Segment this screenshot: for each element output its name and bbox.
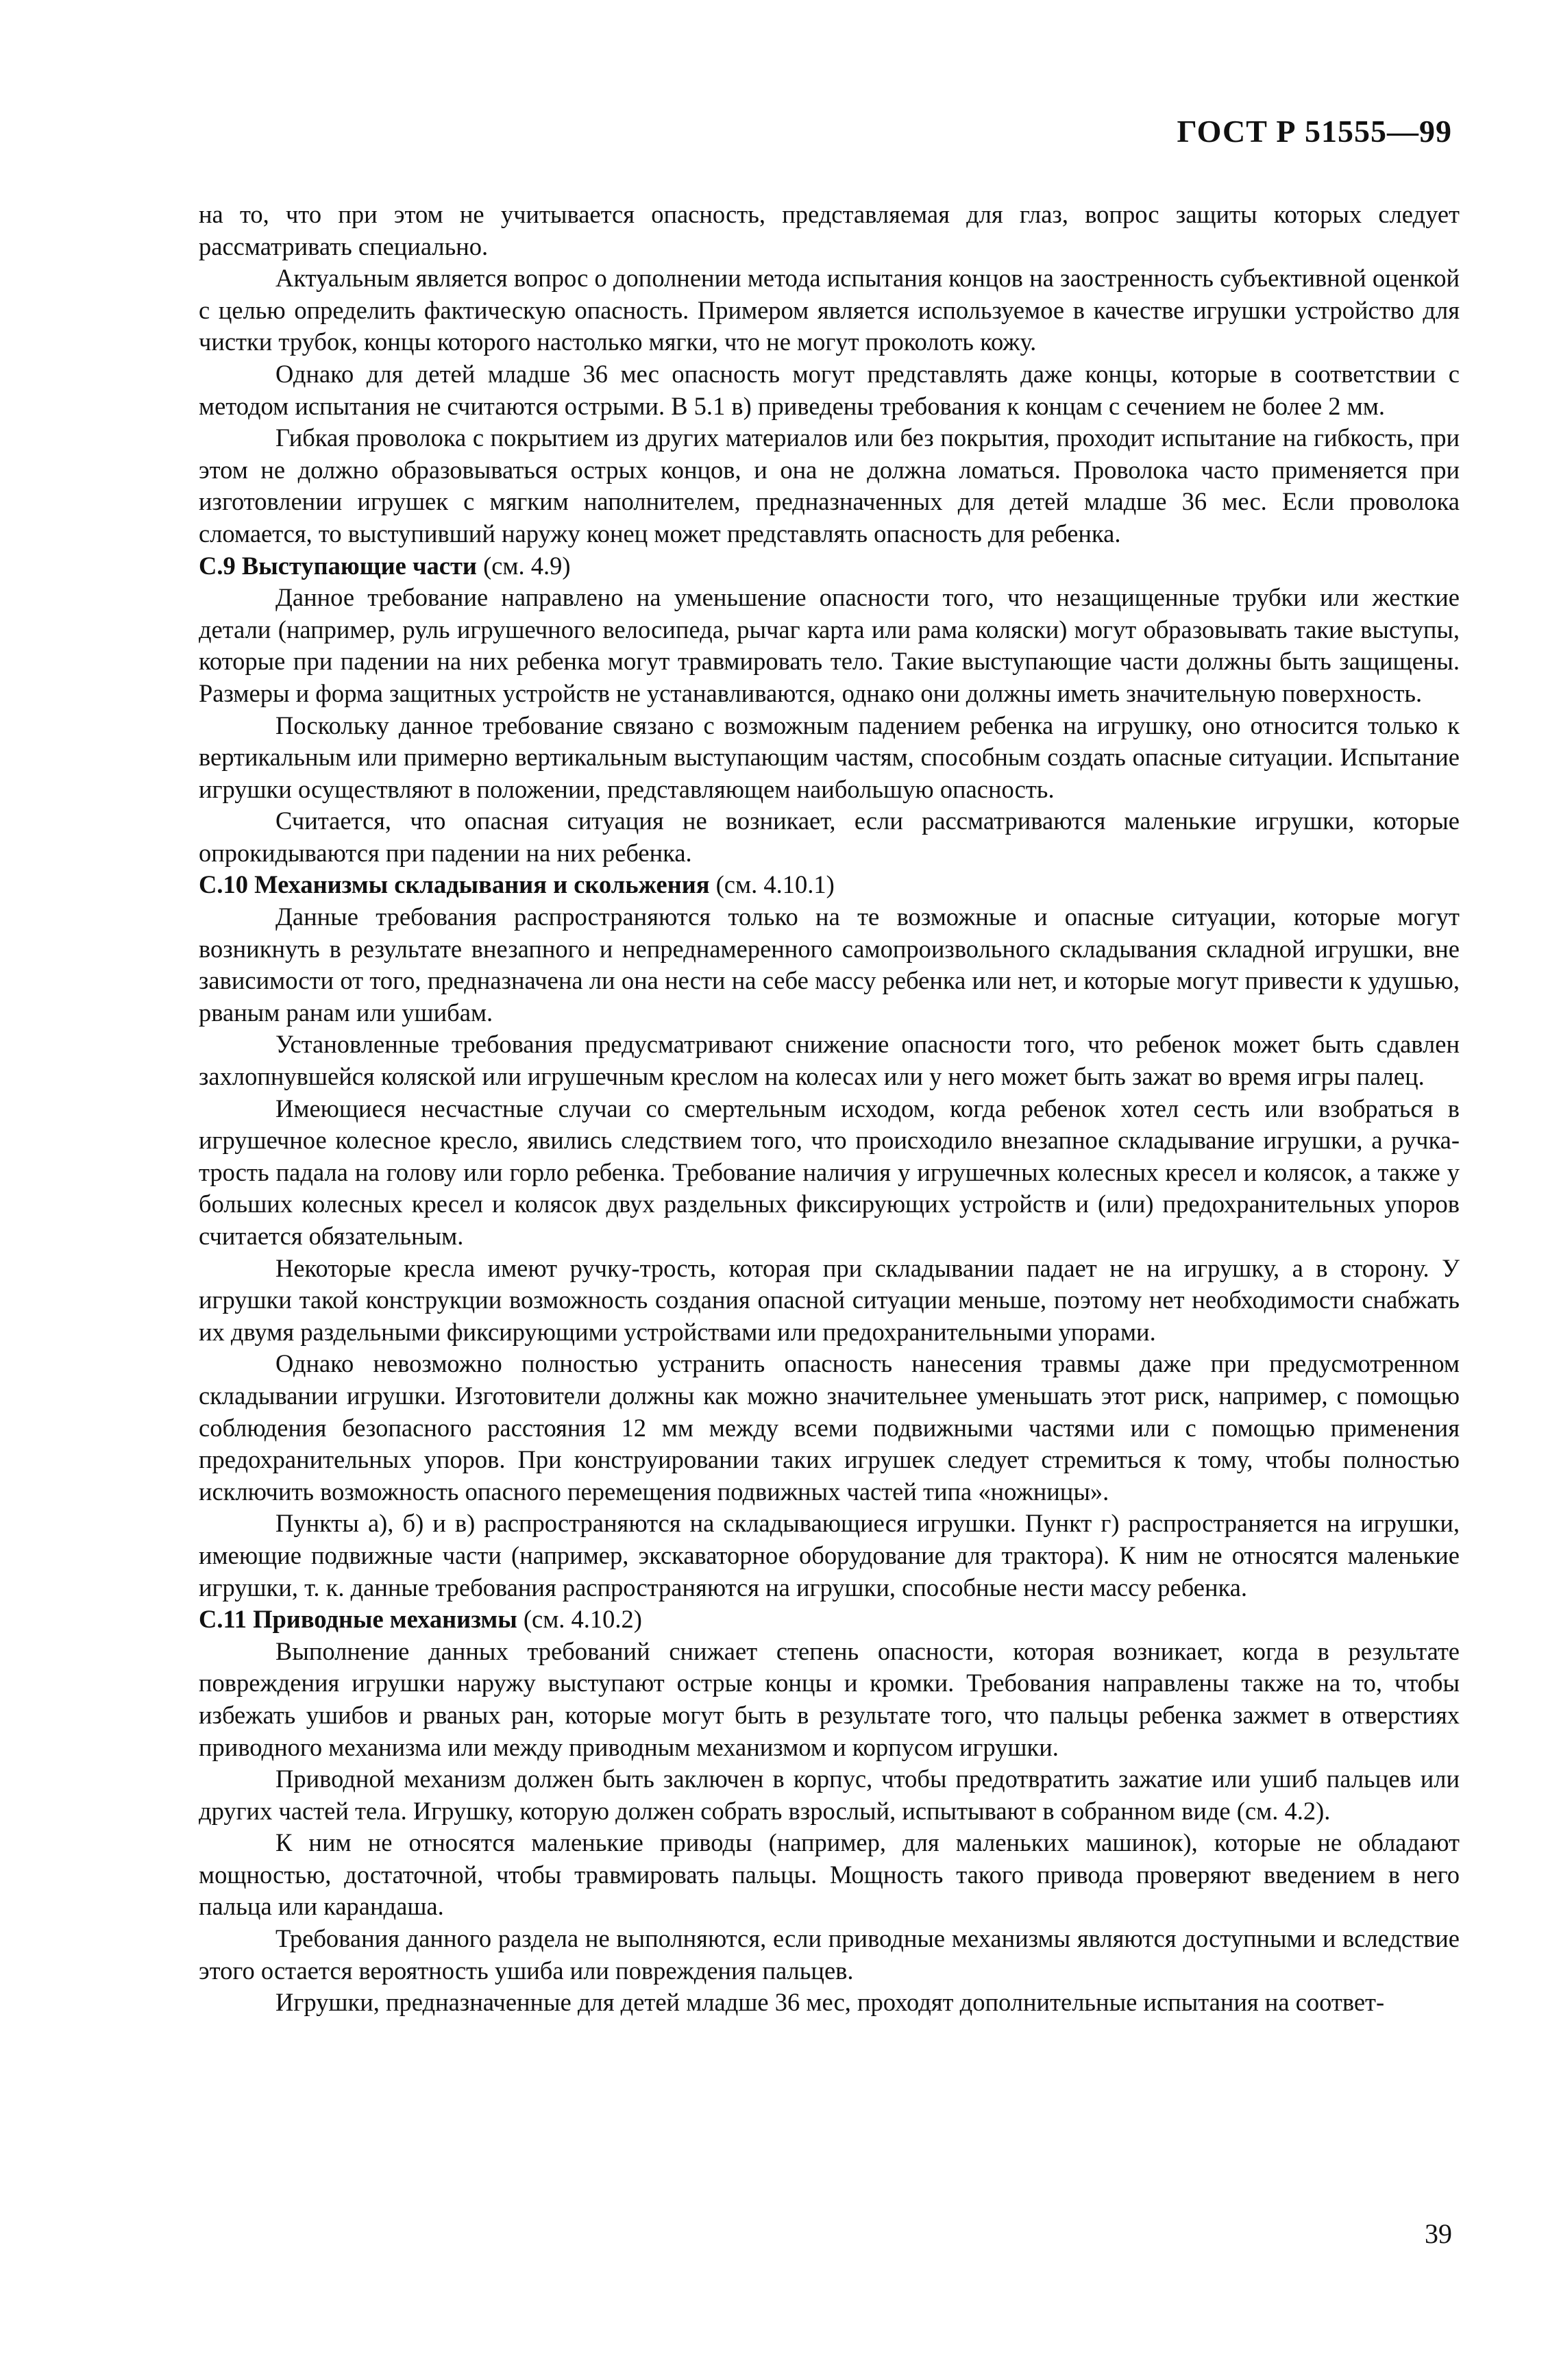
paragraph: Однако невозможно полностью устранить опасность нанесения травмы даже при предусмотренном складывании игрушки. Изготовители должны как можно значительнее уменьшать этот риск, например, с помощью соблюдения безопасного расстояния 12 мм между всеми подвижными частями или с помощью применения предохранительных упоров. При конструировании таких игрушек следует стремиться к тому, чтобы полностью исключить возможность опасного перемещения подвижных частей типа «ножницы». (199, 1349, 1460, 1506)
section-heading-c9 (199, 550, 1460, 582)
section-title: С.9 Выступающие части (199, 551, 477, 580)
paragraph: Пункты а), б) и в) распространяются на складывающиеся игрушки. Пункт г) распространяется на игрушки, имеющие подвижные части (например, экскаваторное оборудование для трактора). К ним не относятся маленькие игрушки, т. к. данные требования распространяются на игрушки, способные нести массу ребенка. (199, 1509, 1460, 1602)
page-number: 39 (1425, 2218, 1452, 2249)
section-ref: (см. 4.10.2) (517, 1605, 642, 1634)
section-ref: (см. 4.10.1) (709, 870, 835, 899)
paragraph: Имеющиеся несчастные случаи со смертельным исходом, когда ребенок хотел сесть или взобраться в игрушечное колесное кресло, явились следствием того, что происходило внезапное складывание игрушки, а ручка-трость падала на голову или горло ребенка. Требование наличия у игрушечных колесных кресел и колясок, а также у больших колесных кресел и колясок двух раздельных фиксирующих устройств и (или) предохранительных упоров считается обязательным. (199, 1094, 1460, 1250)
section-heading-c10 (199, 869, 1460, 901)
paragraph: Гибкая проволока с покрытием из других материалов или без покрытия, проходит испытание на гибкость, при этом не должно образовываться острых концов, и она не должна ломаться. Проволока часто применяется при изготовлении игрушек с мягким наполнителем, предназначенных для детей младше 36 мес. Если проволока сломается, то выступивший наружу конец может представлять опасность для ребенка. (199, 424, 1460, 548)
section-title: С.10 Механизмы складывания и скольжения (199, 870, 710, 899)
document-body (199, 199, 1460, 2019)
section-title: С.11 Приводные механизмы (199, 1605, 517, 1634)
paragraph: Актуальным является вопрос о дополнении метода испытания концов на заостренность субъективной оценкой с целью определить фактическую опасность. Примером является используемое в качестве игрушки устройство для чистки трубок, концы которого настолько мягки, что не могут проколоть кожу. (199, 264, 1460, 356)
paragraph: на то, что при этом не учитывается опасность, представляемая для глаз, вопрос защиты которых следует рассматривать специально. (199, 200, 1460, 260)
paragraph: Данные требования распространяются только на те возможные и опасные ситуации, которые могут возникнуть в результате внезапного и непреднамеренного самопроизвольного складывания складной игрушки, вне зависимости от того, предназначена ли она нести на себе массу ребенка или нет, и которые могут привести к удушью, рваным ранам или ушибам. (199, 903, 1460, 1027)
paragraph: Приводной механизм должен быть заключен в корпус, чтобы предотвратить зажатие или ушиб пальцев или других частей тела. Игрушку, которую должен собрать взрослый, испытывают в собранном виде (см. 4.2). (199, 1765, 1460, 1825)
section-ref: (см. 4.9) (476, 551, 571, 580)
paragraph: Выполнение данных требований снижает степень опасности, которая возникает, когда в результате повреждения игрушки наружу выступают острые концы и кромки. Требования направлены также на то, чтобы избежать ушибов и рваных ран, которые могут быть в результате того, что пальцы ребенка зажмет в отверстиях приводного механизма или между приводным механизмом и корпусом игрушки. (199, 1636, 1460, 1761)
paragraph: Считается, что опасная ситуация не возникает, если рассматриваются маленькие игрушки, которые опрокидываются при падении на них ребенка. (199, 807, 1460, 867)
paragraph: К ним не относятся маленькие приводы (например, для маленьких машинок), которые не обладают мощностью, достаточной, чтобы травмировать пальцы. Мощность такого привода проверяют введением в него пальца или карандаша. (199, 1828, 1460, 1921)
paragraph: Некоторые кресла имеют ручку-трость, которая при складывании падает не на игрушку, а в сторону. У игрушки такой конструкции возможность создания опасной ситуации меньше, поэтому нет необходимости снабжать их двумя раздельными фиксирующими устройствами или предохранительными упорами. (199, 1253, 1460, 1346)
document-header: ГОСТ Р 51555—99 (1177, 114, 1452, 149)
paragraph: Требования данного раздела не выполняются, если приводные механизмы являются доступными и вследствие этого остается вероятность ушиба или повреждения пальцев. (199, 1924, 1460, 1985)
paragraph: Установленные требования предусматривают снижение опасности того, что ребенок может быть сдавлен захлопнувшейся коляской или игрушечным креслом на колесах или у него может быть зажат во время игры палец. (199, 1030, 1460, 1091)
paragraph: Поскольку данное требование связано с возможным падением ребенка на игрушку, оно относится только к вертикальным или примерно вертикальным выступающим частям, способным создать опасные ситуации. Испытание игрушки осуществляют в положении, представляющем наибольшую опасность. (199, 711, 1460, 803)
paragraph: Игрушки, предназначенные для детей младше 36 мес, проходят дополнительные испытания на соответ- (275, 1988, 1385, 2017)
section-heading-c11 (199, 1604, 1460, 1636)
paragraph: Данное требование направлено на уменьшение опасности того, что незащищенные трубки или жесткие детали (например, руль игрушечного велосипеда, рычаг карта или рама коляски) могут образовывать такие выступы, которые при падении на них ребенка могут травмировать тело. Такие выступающие части должны быть защищены. Размеры и форма защитных устройств не устанавливаются, однако они должны иметь значительную поверхность. (199, 583, 1460, 707)
paragraph: Однако для детей младше 36 мес опасность могут представлять даже концы, которые в соответствии с методом испытания не считаются острыми. В 5.1 в) приведены требования к концам с сечением не более 2 мм. (199, 359, 1460, 420)
